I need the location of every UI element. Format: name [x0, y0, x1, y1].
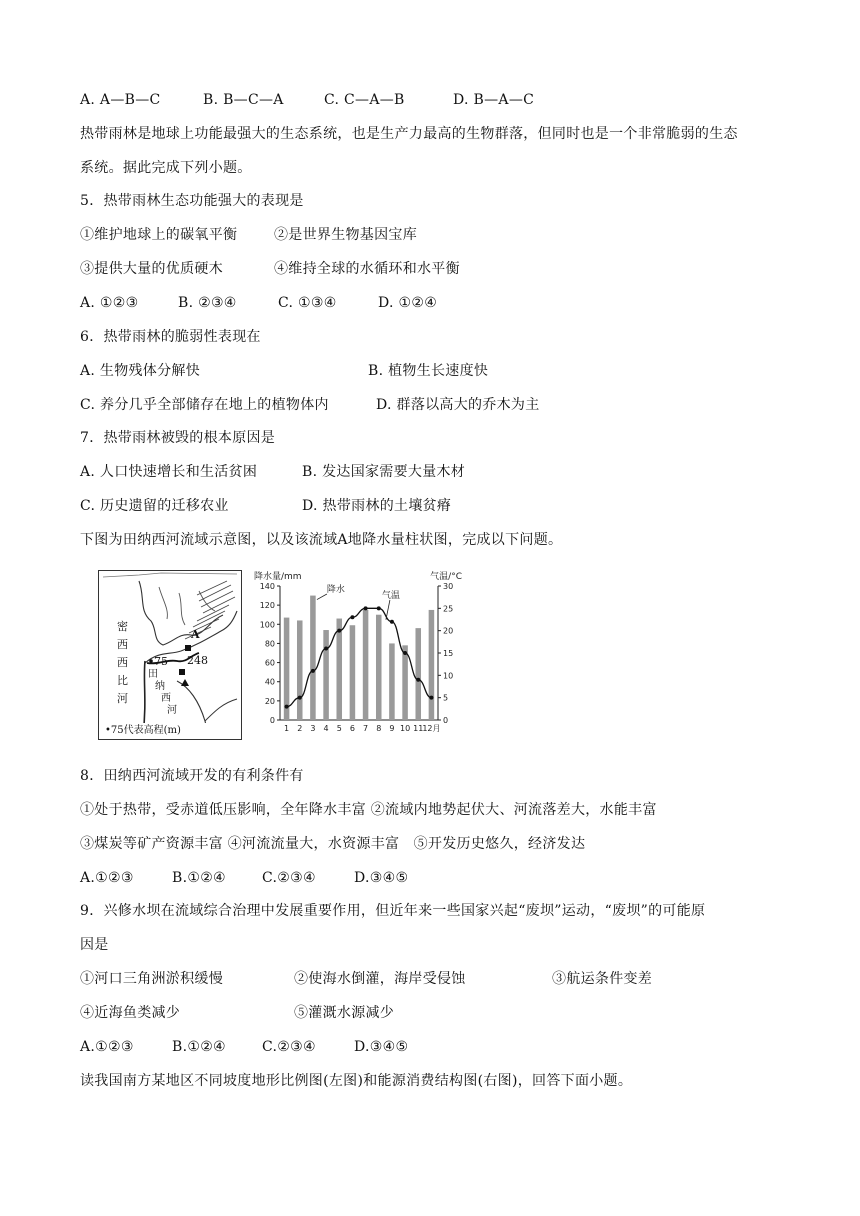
temperature-point — [416, 678, 420, 682]
map-label-mi-1: 密 — [117, 620, 128, 633]
y-left-tick-label: 20 — [264, 696, 275, 706]
q9-item-1: ①河口三角洲淤积缓慢 — [80, 971, 223, 987]
q8-items-line-2: ③煤炭等矿产资源丰富 ④河流流量大，水资源丰富 ⑤开发历史悠久，经济发达 — [80, 836, 586, 852]
map-elevation-248: 248 — [187, 654, 208, 667]
q8-option-a: A.①②③ — [80, 870, 134, 886]
map-label-na: 纳 — [155, 681, 165, 692]
y-left-axis-title: 降水量/mm — [254, 572, 302, 582]
q5-option-c: C. ①③④ — [278, 295, 337, 311]
q5-items-row-1 — [80, 225, 417, 245]
x-tick-label: 11 — [413, 724, 424, 733]
x-tick-label: 6 — [349, 724, 355, 733]
q4-option-b: B. B—C—A — [203, 92, 284, 108]
x-tick-label: 7 — [363, 724, 369, 733]
x-tick-label: 9 — [389, 724, 395, 733]
y-left-tick-label: 0 — [269, 716, 275, 725]
precipitation-temperature-chart — [250, 570, 464, 742]
map-label-tian: 田 — [148, 669, 158, 680]
q4-options — [80, 90, 534, 110]
map-label-xi-1: 西 — [117, 638, 128, 651]
closing-instruction: 读我国南方某地区不同坡度地形比例图(左图)和能源消费结构图(右图)，回答下面小题。 — [80, 1073, 633, 1089]
precipitation-bar — [297, 620, 303, 720]
q6-options-row-1 — [80, 361, 488, 381]
tennessee-figure — [98, 570, 464, 742]
x-tick-label: 2 — [297, 724, 303, 733]
q4-option-d: D. B—A—C — [453, 92, 535, 108]
q9-items-row-2 — [80, 1003, 394, 1023]
y-left-tick-label: 60 — [264, 658, 275, 668]
temp-annotation-pointer — [386, 600, 390, 620]
y-left-tick-label: 140 — [259, 582, 275, 591]
q5-option-a: A. ①②③ — [80, 295, 139, 311]
temperature-point — [390, 620, 394, 624]
tennessee-basin-map — [98, 570, 242, 740]
q5-items-row-2 — [80, 259, 460, 279]
y-right-tick-label: 20 — [443, 626, 454, 636]
q5-item-1: ①维护地球上的碳氧平衡 — [80, 227, 238, 243]
passage-line-2: 系统。据此完成下列小题。 — [80, 160, 252, 176]
map-label-xi-3: 西 — [161, 693, 171, 704]
temperature-point — [403, 651, 407, 655]
q8-items-line-1: ①处于热带，受赤道低压影响，全年降水丰富 ②流域内地势起伏大、河流落差大，水能丰富 — [80, 802, 657, 818]
q6-option-b: B. 植物生长速度快 — [368, 363, 489, 379]
q9-stem-line-1: 9．兴修水坝在流域综合治理中发展重要作用，但近年来一些国家兴起“废坝”运动，“废坝”的可能原 — [80, 903, 706, 919]
x-tick-label: 1 — [284, 724, 290, 733]
temperature-point — [350, 615, 354, 619]
q9-item-4: ④近海鱼类减少 — [80, 1005, 181, 1021]
q7-options-row-1 — [80, 462, 465, 482]
temperature-point — [298, 696, 302, 700]
q7-stem: 7．热带雨林被毁的根本原因是 — [80, 430, 276, 446]
map-label-he-1: 河 — [117, 692, 128, 705]
q7-option-c: C. 历史遗留的迁移农业 — [80, 498, 229, 514]
q5-item-4: ④维持全球的水循环和水平衡 — [274, 261, 460, 277]
y-left-tick-label: 40 — [264, 677, 275, 687]
q9-stem-line-2: 因是 — [80, 937, 109, 953]
q8-stem: 8．田纳西河流域开发的有利条件有 — [80, 768, 304, 784]
q4-option-a: A. A—B—C — [80, 92, 161, 108]
temperature-point — [285, 705, 289, 709]
temperature-point — [311, 669, 315, 673]
chart-svg — [250, 570, 464, 742]
q8-option-c: C.②③④ — [262, 870, 316, 886]
q8-option-d: D.③④⑤ — [354, 870, 409, 886]
precipitation-bar — [310, 596, 316, 720]
y-right-tick-label: 5 — [443, 693, 449, 703]
temperature-point — [364, 606, 368, 610]
x-tick-label: 5 — [336, 724, 342, 733]
precipitation-bar — [376, 615, 382, 720]
q6-option-d: D. 群落以高大的乔木为主 — [376, 397, 540, 413]
q5-option-d: D. ①②④ — [378, 295, 438, 311]
q5-stem: 5．热带雨林生态功能强大的表现是 — [80, 193, 304, 209]
precipitation-bar — [402, 645, 408, 720]
x-tick-label: 10 — [399, 724, 411, 733]
q6-option-c: C. 养分几乎全部储存在地上的植物体内 — [80, 397, 329, 413]
passage-line-1: 热带雨林是地球上功能最强大的生态系统，也是生产力最高的生物群落，但同时也是一个非常脆弱的生态 — [80, 126, 738, 142]
y-left-tick-label: 120 — [259, 601, 275, 611]
precipitation-bar — [363, 610, 369, 720]
q9-option-d: D.③④⑤ — [354, 1039, 409, 1055]
q9-option-a: A.①②③ — [80, 1039, 134, 1055]
y-right-tick-label: 30 — [443, 582, 454, 591]
temperature-point — [337, 629, 341, 633]
y-right-tick-label: 10 — [443, 671, 454, 681]
map-point-a: A — [191, 628, 200, 641]
q7-options-row-2 — [80, 496, 451, 516]
y-right-tick-label: 0 — [443, 716, 449, 725]
temperature-line — [287, 608, 432, 706]
q8-options — [80, 868, 408, 888]
x-tick-label: 4 — [323, 724, 329, 733]
q7-option-d: D. 热带雨林的土壤贫瘠 — [302, 498, 452, 514]
map-label-he-2: 河 — [167, 705, 177, 716]
precipitation-bar — [323, 630, 329, 720]
figure-intro: 下图为田纳西河流域示意图，以及该流域A地降水量柱状图，完成以下问题。 — [80, 532, 563, 548]
map-elevation-75: 75 — [154, 655, 168, 668]
precipitation-bar — [389, 643, 395, 720]
q5-item-2: ②是世界生物基因宝库 — [274, 227, 417, 243]
q4-option-c: C. C—A—B — [324, 92, 405, 108]
q9-item-5: ⑤灌溉水源减少 — [294, 1005, 395, 1021]
map-label-bi: 比 — [117, 674, 128, 687]
q9-item-2: ②使海水倒灌，海岸受侵蚀 — [294, 971, 466, 987]
q9-item-3: ③航运条件变差 — [552, 971, 653, 987]
q5-options — [80, 293, 437, 313]
q6-stem: 6．热带雨林的脆弱性表现在 — [80, 329, 261, 345]
map-label-xi-2: 西 — [117, 656, 128, 669]
q9-options — [80, 1037, 408, 1057]
q9-option-b: B.①②④ — [172, 1039, 226, 1055]
q5-item-3: ③提供大量的优质硬木 — [80, 261, 223, 277]
temperature-point — [324, 647, 328, 651]
x-tick-label: 8 — [376, 724, 382, 733]
map-legend: •75代表高程(m) — [105, 725, 181, 736]
precipitation-bar — [415, 628, 421, 720]
x-tick-label: 3 — [310, 724, 316, 733]
temperature-point — [429, 696, 433, 700]
precipitation-bar — [350, 625, 356, 720]
q7-option-b: B. 发达国家需要大量木材 — [302, 464, 466, 480]
precip-annotation-pointer — [317, 594, 327, 600]
temperature-point — [377, 606, 381, 610]
q5-option-b: B. ②③④ — [178, 295, 237, 311]
q7-option-a: A. 人口快速增长和生活贫困 — [80, 464, 258, 480]
q9-items-row-1 — [80, 969, 652, 989]
q9-option-c: C.②③④ — [262, 1039, 316, 1055]
q6-options-row-2 — [80, 395, 540, 415]
y-right-tick-label: 15 — [443, 649, 454, 658]
y-right-axis-title: 气温/°C — [430, 572, 462, 582]
y-left-tick-label: 80 — [264, 639, 275, 649]
precipitation-bar — [429, 610, 435, 720]
q6-option-a: A. 生物残体分解快 — [80, 363, 201, 379]
y-right-tick-label: 25 — [443, 604, 454, 614]
x-tick-label: 12月 — [422, 724, 441, 733]
q8-option-b: B.①②④ — [172, 870, 226, 886]
precip-annotation-label: 降水 — [326, 585, 345, 595]
temp-annotation-label: 气温 — [381, 591, 400, 601]
precipitation-bar — [336, 619, 342, 720]
y-left-tick-label: 100 — [259, 620, 275, 630]
